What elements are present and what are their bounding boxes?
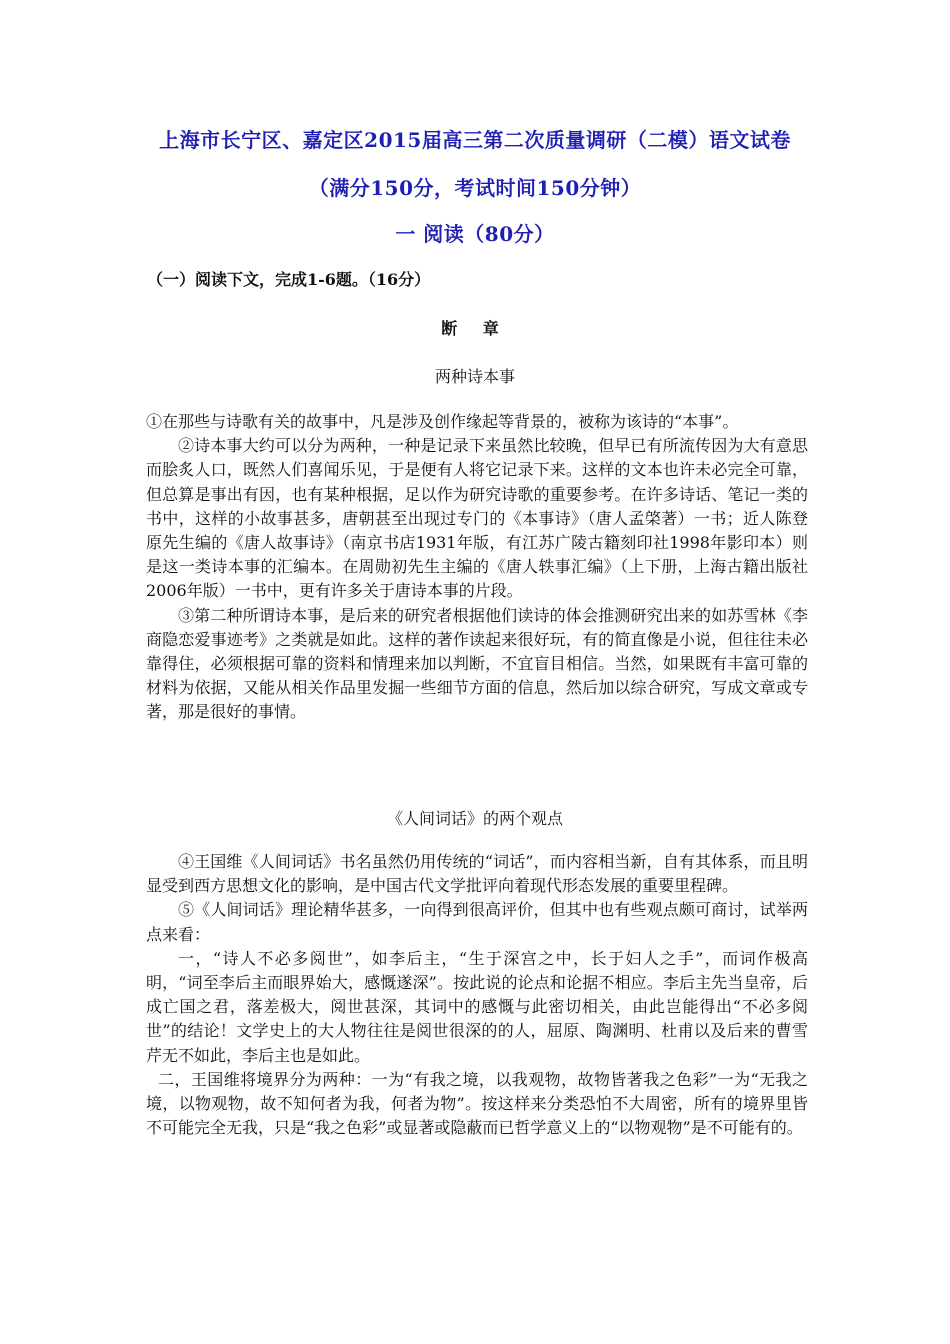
paragraph-4: ④王国维《人间词话》书名虽然仍用传统的“词话”，而内容相当新，自有其体系，而且明显受到西方思想文化的影响，是中国古代文学批评向着现代形态发展的重要里程碑。: [146, 852, 808, 896]
article-title: 断 章: [441, 319, 509, 338]
point-two: 二，王国维将境界分为两种：一为“有我之境，以我观物，故物皆著我之色彩”一为“无我之境，以物观物，故不知何者为我，何者为物”。按这样来分类恐怕不大周密，所有的境界里皆不可能完全无我，只是“我之色彩”或显著或隐蔽而已哲学意义上的“以物观物”是不可能有的。: [146, 1069, 808, 1138]
paragraph-1: ①在那些与诗歌有关的故事中，凡是涉及创作缘起等背景的，被称为该诗的“本事”。: [146, 412, 739, 431]
section-heading: 一 阅读（80分）: [395, 222, 555, 246]
paragraph-5: ⑤《人间词话》理论精华甚多，一向得到很高评价，但其中也有些观点颇可商讨，试举两点来看：: [146, 900, 808, 944]
exam-subtitle: （满分150分，考试时间150分钟）: [308, 176, 642, 200]
point-one: 一，“诗人不必多阅世”，如李后主，“生于深宫之中，长于妇人之手”，而词作极高明，“词至李后主而眼界始大，感慨遂深”。按此说的论点和论据不相应。李后主先当皇帝，后成亡国之君，落差极大，阅世甚深，其词中的感慨与此密切相关，由此岂能得出“不必多阅世”的结论！文学史上的大人物往往是阅世很深的的人，屈原、陶渊明、杜甫以及后来的曹雪芹无不如此，李后主也是如此。: [146, 948, 808, 1065]
article-part2: [146, 850, 808, 1140]
part2-heading: 《人间词话》的两个观点: [386, 809, 563, 828]
question-instruction: （一）阅读下文，完成1-6题。（16分）: [147, 270, 431, 289]
exam-title: 上海市长宁区、嘉定区2015届高三第二次质量调研（二模）语文试卷: [159, 128, 791, 152]
paragraph-2: ②诗本事大约可以分为两种，一种是记录下来虽然比较晚，但早已有所流传因为大有意思而脍炙人口，既然人们喜闻乐见，于是便有人将它记录下来。这样的文本也许未必完全可靠，但总算是事出有因，也有某种根据，足以作为研究诗歌的重要参考。在许多诗话、笔记一类的书中，这样的小故事甚多，唐朝甚至出现过专门的《本事诗》（唐人孟棨著）一书；近人陈登原先生编的《唐人故事诗》（南京书店1931年版，有江苏广陵古籍刻印社1998年影印本）则是这一类诗本事的汇编本。在周勋初先生主编的《唐人轶事汇编》（上下册，上海古籍出版社2006年版）一书中，更有许多关于唐诗本事的片段。: [146, 436, 808, 601]
article-part1: [146, 410, 808, 725]
part1-heading: 两种诗本事: [434, 367, 515, 386]
paragraph-3: ③第二种所谓诗本事，是后来的研究者根据他们读诗的体会推测研究出来的如苏雪林《李商隐恋爱事迹考》之类就是如此。这样的著作读起来很好玩，有的简直像是小说，但往往未必靠得住，必须根据可靠的资料和情理来加以判断，不宜盲目相信。当然，如果既有丰富可靠的材料为依据，又能从相关作品里发掘一些细节方面的信息，然后加以综合研究，写成文章或专著，那是很好的事情。: [146, 605, 808, 722]
